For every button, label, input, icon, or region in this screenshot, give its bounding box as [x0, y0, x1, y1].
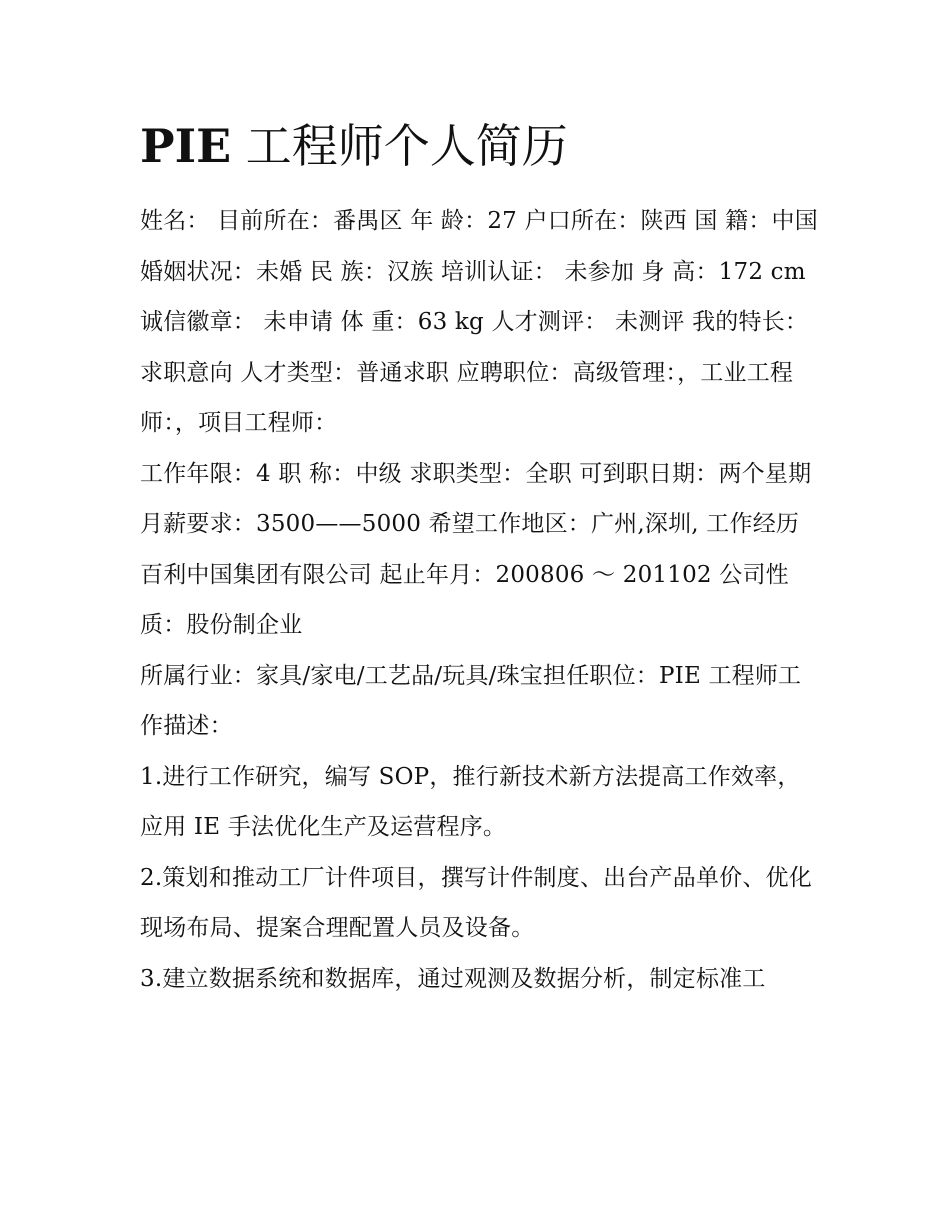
paragraph-job-requirements: 工作年限：4 职 称：中级 求职类型：全职 可到职日期：两个星期 月薪要求：3500——5000 希望工作地区：广州,深圳, 工作经历: [140, 460, 812, 537]
paragraph-intent: 诚信徽章： 未申请 体 重：63 kg 人才测评： 未测评 我的特长： 求职意向 人才类型：普通求职 应聘职位：高级管理：，工业工程师：，项目工程师：: [140, 309, 809, 436]
paragraph-company: 百利中国集团有限公司 起止年月：200806 ～ 201102 公司性质：股份制企业: [140, 561, 789, 638]
resume-page: [140, 118, 820, 1004]
paragraph-duty-2: 2.策划和推动工厂计件项目，撰写计件制度、出台产品单价、优化现场布局、提案合理配置人员及设备。: [140, 864, 812, 941]
title-cjk: 工程师个人简历: [231, 119, 568, 173]
paragraph-industry: 所属行业：家具/家电/工艺品/玩具/珠宝担任职位：PIE 工程师工作描述：: [140, 662, 802, 739]
paragraph-duty-1: 1.进行工作研究，编写 SOP，推行新技术新方法提高工作效率，应用 IE 手法优化生产及运营程序。: [140, 763, 801, 840]
page-title: [140, 118, 820, 174]
title-latin: PIE: [140, 119, 232, 173]
paragraph-basic-info: 姓名： 目前所在：番禺区 年 龄：27 户口所在：陕西 国 籍：中国 婚姻状况：未婚 民 族：汉族 培训认证： 未参加 身 高：172 cm: [140, 208, 818, 285]
paragraph-duty-3: 3.建立数据系统和数据库，通过观测及数据分析，制定标准工: [140, 965, 766, 992]
